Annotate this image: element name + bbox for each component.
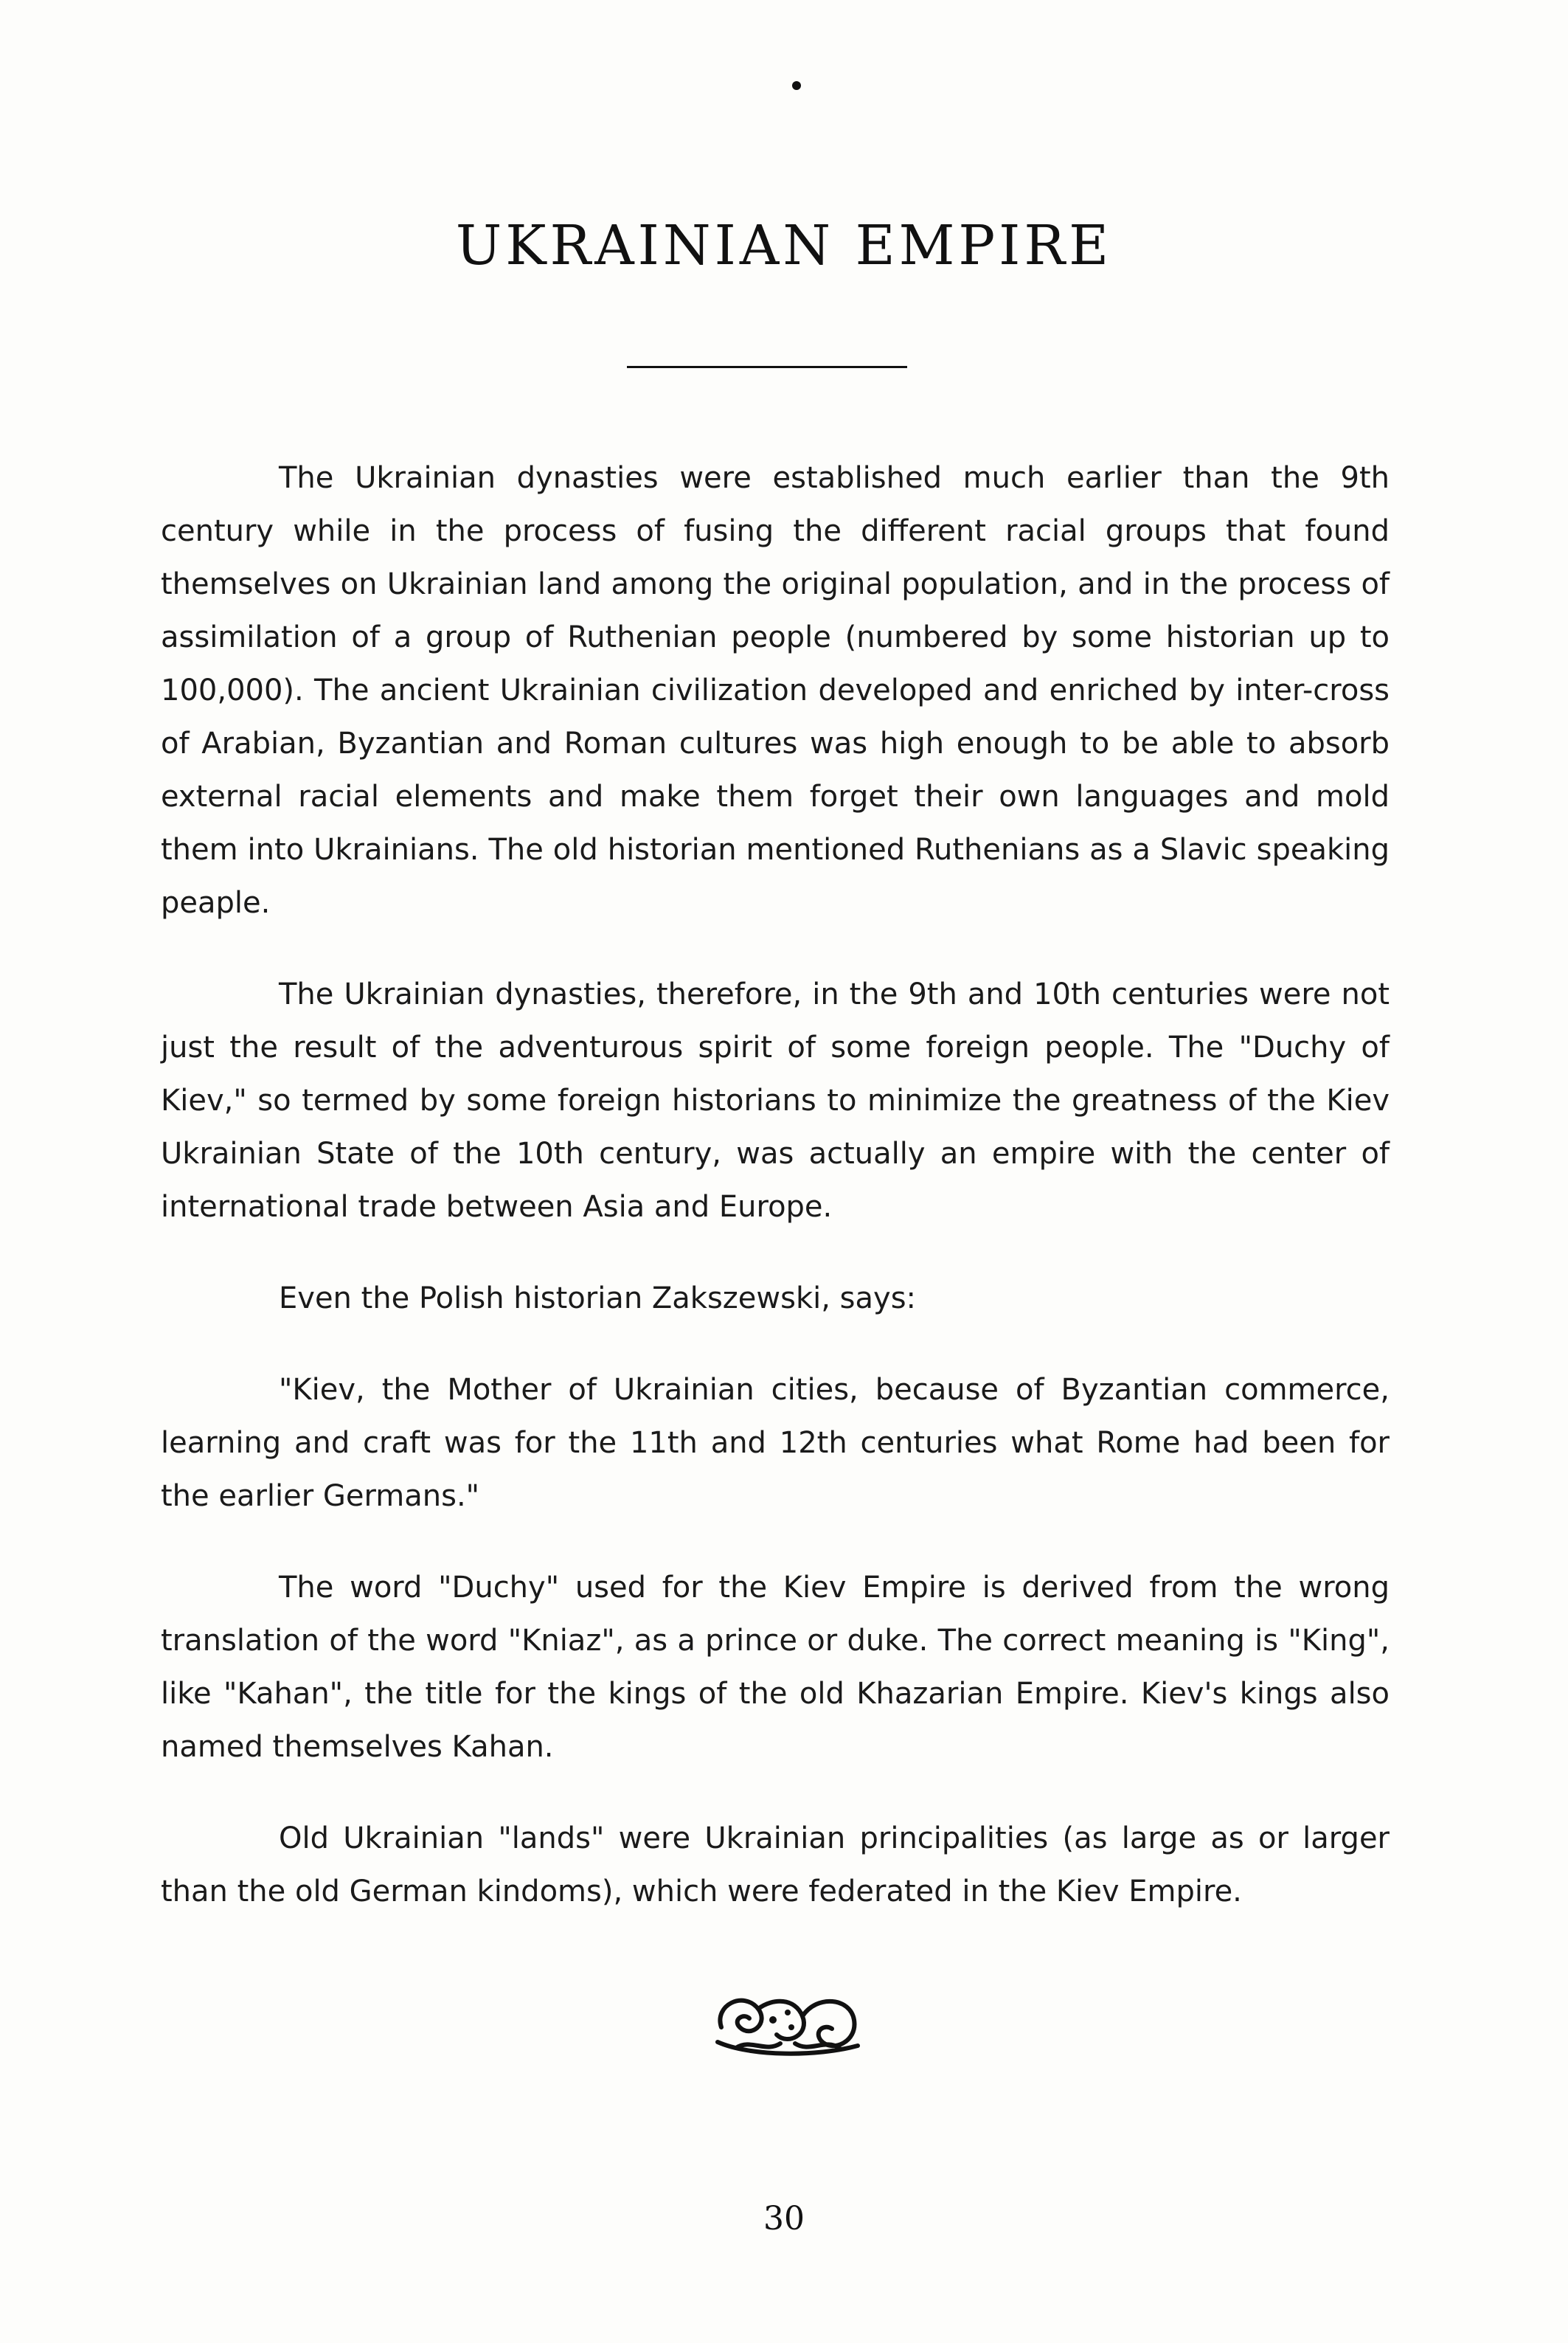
ink-speck — [792, 81, 801, 90]
floral-ornament-icon — [707, 1983, 869, 2064]
paragraph-2: The Ukrainian dynasties, therefore, in the 9th and 10th centuries were not just the result of the adventurous spirit of some foreign people. The "Duchy of Kiev," so termed by some foreign historians to minimize the greatness of the Kiev Ukrainian State of the 10th century, was actually an empire with the center of international trade between Asia and Europe. — [161, 977, 1390, 1224]
page-title: UKRAINIAN EMPIRE — [455, 214, 1113, 277]
paragraph-1: The Ukrainian dynasties were established much earlier than the 9th century while in the process of fusing the different racial groups that found themselves on Ukrainian land among the original population, and in the process of assimilation of a group of Ruthenian people (numbered by some historian up to 100,000). The ancient Ukrainian civilization developed and enriched by inter-cross of Arabian, Byzantian and Roman cultures was high enough to be able to absorb external racial elements and make them forget their own languages and mold them into Ukrainians. The old historian mentioned Ruthenians as a Slavic speaking peaple. — [161, 461, 1390, 920]
body-text — [161, 451, 1390, 1918]
title-rule — [627, 366, 907, 368]
page-number: 30 — [763, 2200, 805, 2238]
paragraph-4-quote: "Kiev, the Mother of Ukrainian cities, because of Byzantian commerce, learning and craft was for the 11th and 12th centuries what Rome had been for the earlier Germans." — [161, 1373, 1390, 1513]
paragraph-5: The word "Duchy" used for the Kiev Empire is derived from the wrong translation of the word "Kniaz", as a prince or duke. The correct meaning is "King", like "Kahan", the title for the kings of the old Khazarian Empire. Kiev's kings also named themselves Kahan. — [161, 1571, 1390, 1764]
paragraph-3: Even the Polish historian Zakszewski, says: — [279, 1281, 917, 1315]
paragraph-6: Old Ukrainian "lands" were Ukrainian principalities (as large as or larger than the old German kindoms), which were federated in the Kiev Empire. — [161, 1821, 1390, 1908]
